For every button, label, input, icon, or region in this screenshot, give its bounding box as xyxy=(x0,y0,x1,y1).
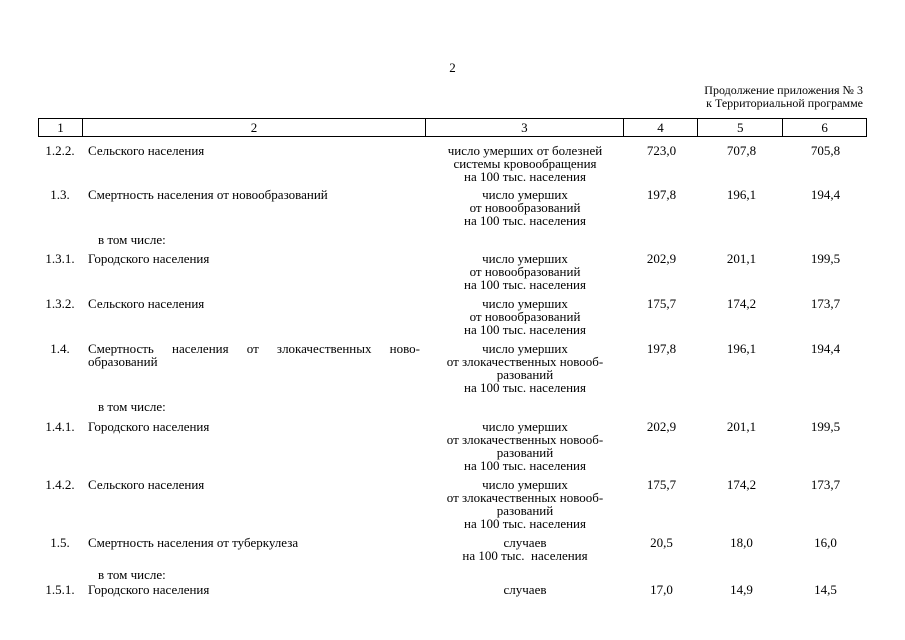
row-number: 1.4. xyxy=(50,341,70,356)
row-value-6: 199,5 xyxy=(810,251,841,266)
row-value-4: 202,9 xyxy=(646,419,677,434)
row-value-4: 197,8 xyxy=(646,187,677,202)
table-row xyxy=(38,188,867,233)
header-col-6: 6 xyxy=(821,120,828,135)
row-value-5: 174,2 xyxy=(726,296,757,311)
row-name: Городского населения xyxy=(88,251,210,266)
row-unit: число умерших от болезней системы кровообращения на 100 тыс. населения xyxy=(447,143,603,184)
row-value-5: 201,1 xyxy=(726,251,757,266)
appendix-line-2: к Территориальной программе xyxy=(706,96,863,110)
table-row xyxy=(38,342,867,400)
row-unit: случаев на 100 тыс. населения xyxy=(462,535,588,563)
row-number: 1.5. xyxy=(50,535,70,550)
row-unit: случаев xyxy=(503,582,547,597)
row-unit: число умерших от злокачественных новооб- разований на 100 тыс. населения xyxy=(446,477,604,531)
table-row xyxy=(38,583,867,599)
row-unit: число умерших от злокачественных новооб- разований на 100 тыс. населения xyxy=(446,419,604,473)
row-unit: число умерших от новообразований на 100 тыс. населения xyxy=(464,296,586,337)
table-row xyxy=(38,144,867,188)
row-number: 1.3.1. xyxy=(45,251,75,266)
row-value-4: 17,0 xyxy=(650,582,673,597)
row-name: Городского населения xyxy=(88,582,210,597)
appendix-caption xyxy=(704,84,863,110)
row-value-4: 175,7 xyxy=(646,296,677,311)
header-col-1: 1 xyxy=(39,119,83,136)
row-value-4: 723,0 xyxy=(646,143,677,158)
subheading: в том числе: xyxy=(98,399,166,414)
row-name: Смертность населения от новообразований xyxy=(88,187,328,202)
table-body xyxy=(38,144,867,599)
page-number: 2 xyxy=(449,60,456,75)
subheading: в том числе: xyxy=(98,567,166,582)
header-col-2: 2 xyxy=(83,119,426,136)
appendix-line-1: Продолжение приложения № 3 xyxy=(704,83,863,97)
table-row xyxy=(38,478,867,536)
row-unit: число умерших от новообразований на 100 тыс. населения xyxy=(464,251,586,292)
subheading: в том числе: xyxy=(98,232,166,247)
row-name: Городского населения xyxy=(88,419,210,434)
row-value-4: 197,8 xyxy=(646,341,677,356)
row-value-6: 194,4 xyxy=(810,341,841,356)
row-name: Смертность населения от злокачественных ново- образований xyxy=(88,341,420,369)
row-value-5: 707,8 xyxy=(726,143,757,158)
row-number: 1.3. xyxy=(50,187,70,202)
row-value-6: 173,7 xyxy=(810,296,841,311)
row-value-5: 196,1 xyxy=(726,187,757,202)
row-name: Сельского населения xyxy=(88,143,205,158)
row-value-5: 18,0 xyxy=(730,535,753,550)
row-number: 1.5.1. xyxy=(45,582,75,597)
table-row xyxy=(38,536,867,568)
row-value-5: 196,1 xyxy=(726,341,757,356)
row-value-6: 173,7 xyxy=(810,477,841,492)
header-col-3: 3 xyxy=(426,119,624,136)
row-name: Сельского населения xyxy=(88,296,205,311)
row-value-5: 14,9 xyxy=(730,582,753,597)
row-number: 1.2.2. xyxy=(45,143,75,158)
table-row xyxy=(38,252,867,297)
table-row xyxy=(38,420,867,478)
row-value-4: 175,7 xyxy=(646,477,677,492)
row-value-4: 202,9 xyxy=(646,251,677,266)
row-value-4: 20,5 xyxy=(650,535,673,550)
row-unit: число умерших от новообразований на 100 тыс. населения xyxy=(464,187,586,228)
row-number: 1.3.2. xyxy=(45,296,75,311)
row-value-6: 199,5 xyxy=(810,419,841,434)
header-col-5: 5 xyxy=(698,119,783,136)
row-number: 1.4.1. xyxy=(45,419,75,434)
row-value-6: 194,4 xyxy=(810,187,841,202)
row-unit: число умерших от злокачественных новооб- разований на 100 тыс. населения xyxy=(446,341,604,395)
row-value-5: 174,2 xyxy=(726,477,757,492)
table-row xyxy=(38,297,867,342)
row-number: 1.4.2. xyxy=(45,477,75,492)
row-value-6: 705,8 xyxy=(810,143,841,158)
row-name: Смертность населения от туберкулеза xyxy=(88,535,299,550)
table-header xyxy=(38,118,867,137)
header-col-4: 4 xyxy=(624,119,699,136)
row-name: Сельского населения xyxy=(88,477,205,492)
row-value-5: 201,1 xyxy=(726,419,757,434)
row-value-6: 14,5 xyxy=(814,582,837,597)
row-value-6: 16,0 xyxy=(814,535,837,550)
